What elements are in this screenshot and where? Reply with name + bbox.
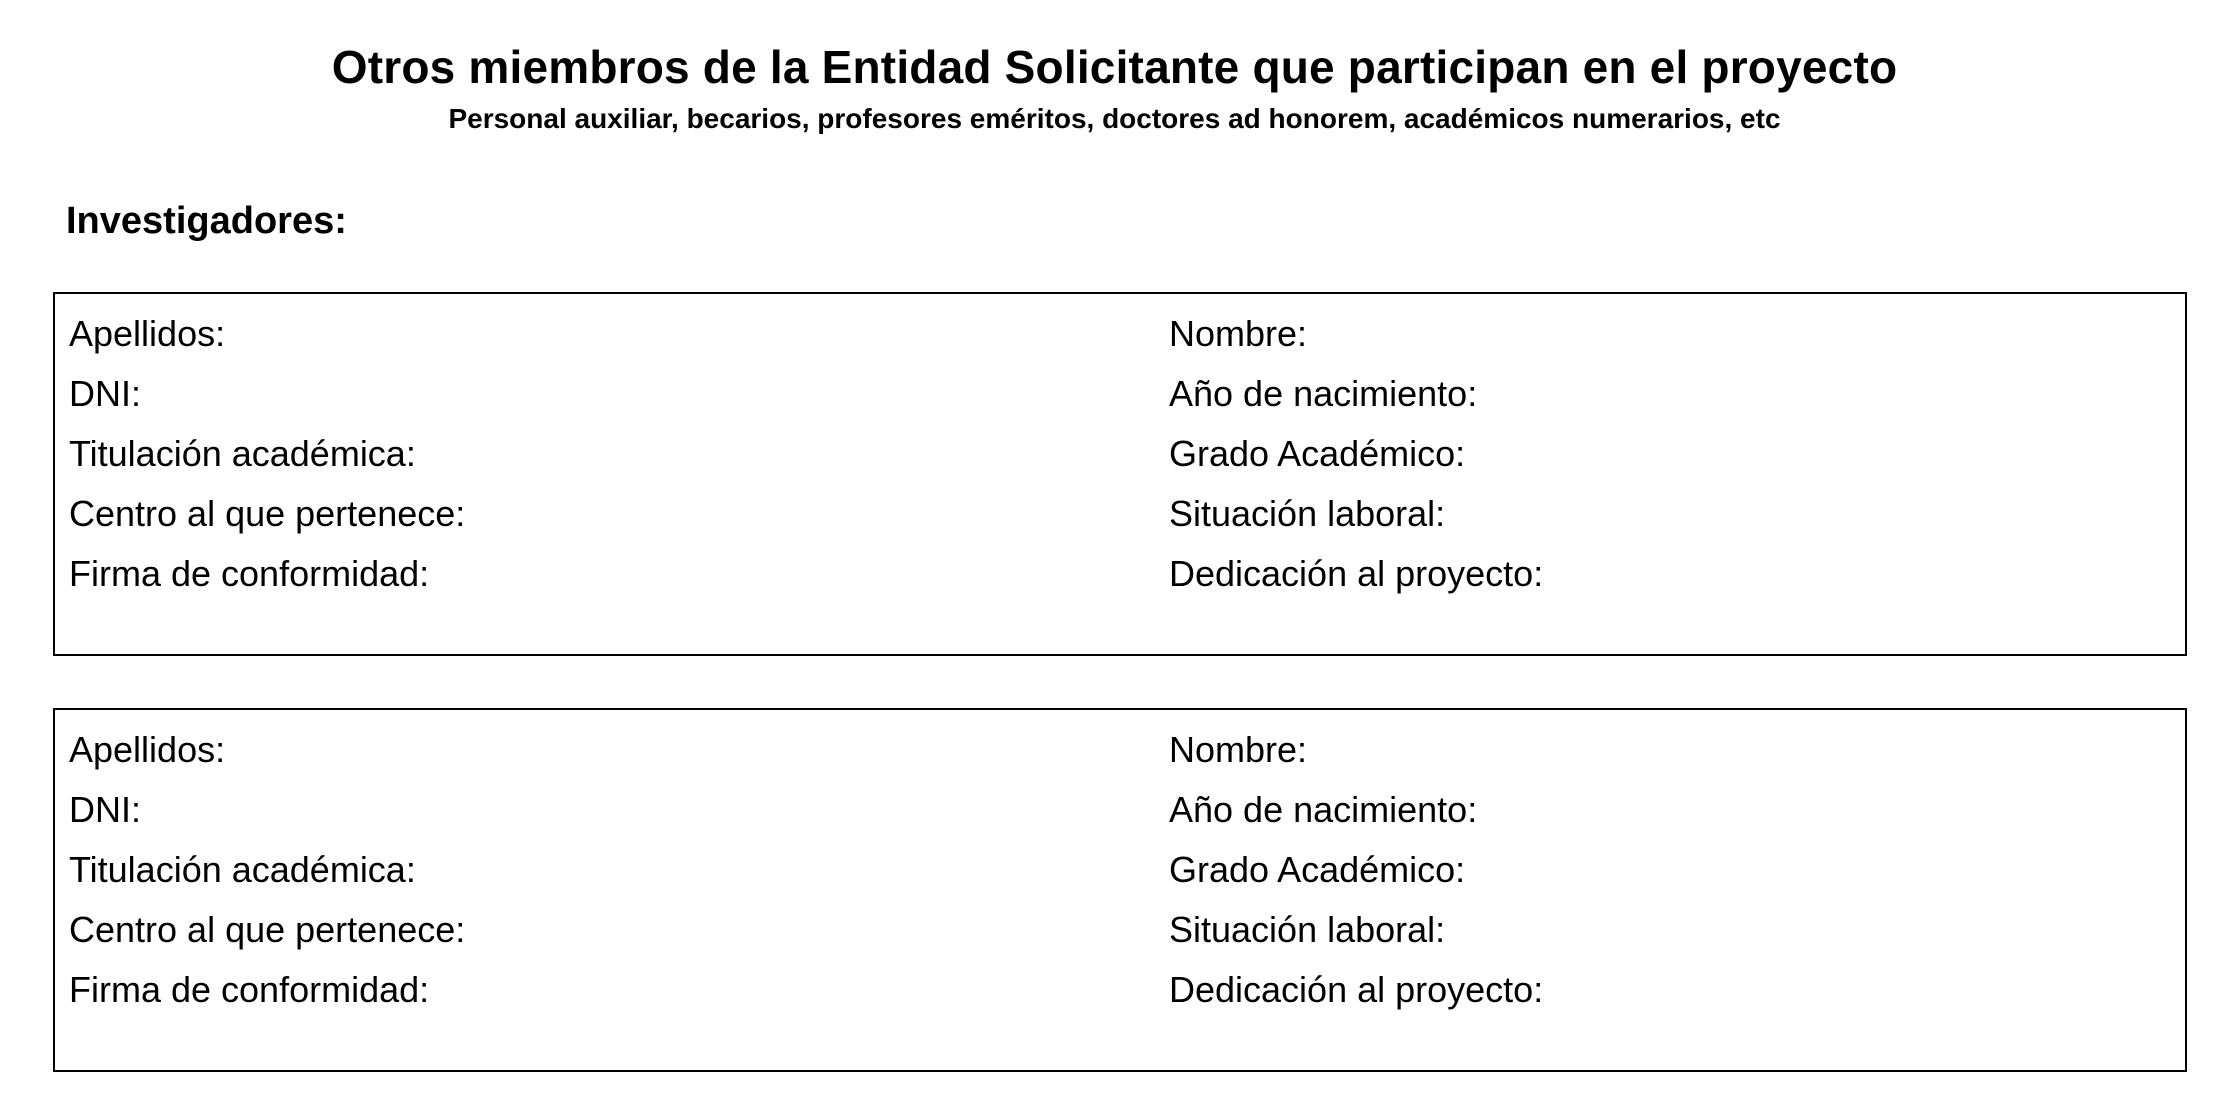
field-situacion-laboral: Situación laboral: <box>1169 493 1446 534</box>
field-ano-nacimiento: Año de nacimiento: <box>1169 789 1478 830</box>
field-grado-academico: Grado Académico: <box>1169 849 1466 890</box>
field-ano-nacimiento: Año de nacimiento: <box>1169 373 1478 414</box>
field-firma: Firma de conformidad: <box>69 969 430 1010</box>
field-dni: DNI: <box>69 789 141 830</box>
field-dedicacion: Dedicación al proyecto: <box>1169 553 1544 594</box>
field-firma: Firma de conformidad: <box>69 553 430 594</box>
page-subtitle: Personal auxiliar, becarios, profesores eméritos, doctores ad honorem, académicos numerarios, etc <box>448 103 1781 134</box>
page-title: Otros miembros de la Entidad Solicitante que participan en el proyecto <box>331 41 1898 93</box>
researcher-record-2 <box>53 708 2187 1072</box>
record-left-column <box>69 720 465 1020</box>
field-nombre: Nombre: <box>1169 313 1308 354</box>
record-right-column <box>1169 304 1543 604</box>
field-apellidos: Apellidos: <box>69 313 226 354</box>
field-centro: Centro al que pertenece: <box>69 493 466 534</box>
researcher-record-1 <box>53 292 2187 656</box>
record-right-column <box>1169 720 1543 1020</box>
field-centro: Centro al que pertenece: <box>69 909 466 950</box>
field-dni: DNI: <box>69 373 141 414</box>
field-dedicacion: Dedicación al proyecto: <box>1169 969 1544 1010</box>
record-left-column <box>69 304 465 604</box>
field-nombre: Nombre: <box>1169 729 1308 770</box>
field-grado-academico: Grado Académico: <box>1169 433 1466 474</box>
field-titulacion-academica: Titulación académica: <box>69 433 416 474</box>
field-titulacion-academica: Titulación académica: <box>69 849 416 890</box>
section-heading: Investigadores: <box>66 200 347 242</box>
field-situacion-laboral: Situación laboral: <box>1169 909 1446 950</box>
field-apellidos: Apellidos: <box>69 729 226 770</box>
